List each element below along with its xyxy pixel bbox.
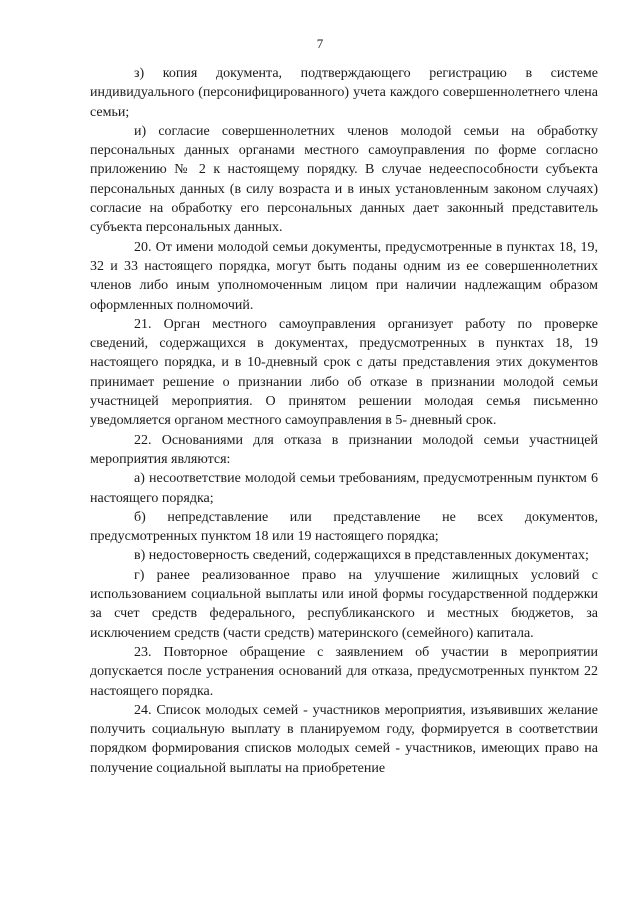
paragraph-22b: б) непредставление или представление не всех документов, предусмотренных пунктом 18 или 19 настоящего порядка; xyxy=(90,509,598,545)
paragraph-20-document-submission: 20. От имени молодой семьи документы, предусмотренные в пунктах 18, 19, 32 и 33 настоящего порядка, могут быть поданы одним из ее совершеннолетних членов либо иным уполномоченным лицом при наличии надлежащим образом оформленных полномочий. xyxy=(90,239,598,313)
document-body xyxy=(90,64,598,778)
page-number: 7 xyxy=(316,36,324,51)
paragraph-22a: а) несоответствие молодой семьи требованиям, предусмотренным пунктом 6 настоящего порядка; xyxy=(90,471,598,506)
paragraph-23-repeat-application: 23. Повторное обращение с заявлением об участии в мероприятии допускается после устранения оснований для отказа, предусмотренных пунктом 22 настоящего порядка. xyxy=(90,644,598,699)
paragraph-22v: в) недостоверность сведений, содержащихся в представленных документах; xyxy=(134,548,589,564)
paragraph-21-document-verification: 21. Орган местного самоуправления организует работу по проверке сведений, содержащихся в документах, предусмотренных в пунктах 18, 19 настоящего порядка, и в 10-дневный срок с даты представления этих документов принимает решение о признании либо об отказе в признании молодой семьи участницей мероприятия. О принятом решении молодая семья письменно уведомляется органом местного самоуправления в 5- дневный срок. xyxy=(90,316,598,429)
paragraph-22-refusal-grounds: 22. Основаниями для отказа в признании молодой семьи участницей мероприятия являются: xyxy=(90,432,598,467)
paragraph-24-participant-list: 24. Список молодых семей - участников мероприятия, изъявивших желание получить социальную выплату в планируемом году, формируется в соответствии порядком формирования списков молодых семей - участников, имеющих право на получение социальной выплаты на приобретение xyxy=(90,702,598,776)
paragraph-z-snils-copy: з) копия документа, подтверждающего регистрацию в системе индивидуального (персонифицированного) учета каждого совершеннолетнего члена семьи; xyxy=(90,66,598,120)
paragraph-22g: г) ранее реализованное право на улучшение жилищных условий с использованием социальной выплаты или иной формы государственной поддержки за счет средств федерального, республиканского и местных бюджетов, за исключением средств (части средств) материнского (семейного) капитала. xyxy=(90,567,598,641)
paragraph-i-personal-data-consent: и) согласие совершеннолетних членов молодой семьи на обработку персональных данных органами местного самоуправления по форме согласно приложению № 2 к настоящему порядку. В случае недееспособности субъекта персональных данных (в силу возраста и в иных установленным законом случаях) согласие на обработку его персональных данных дает законный представитель субъекта персональных данных. xyxy=(90,123,598,236)
